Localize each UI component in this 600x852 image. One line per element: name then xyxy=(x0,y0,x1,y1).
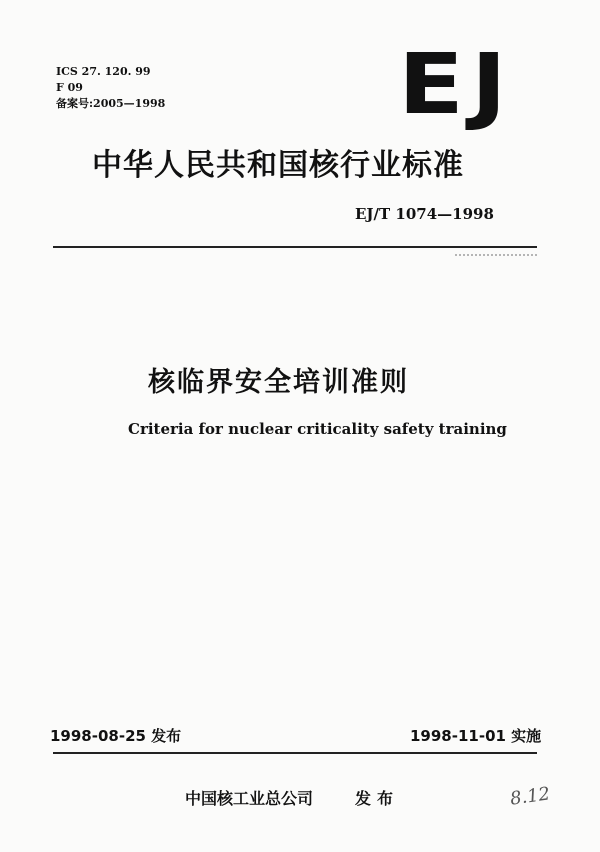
ics-code: ICS 27. 120. 99 xyxy=(56,65,151,78)
publish-label: 发布 xyxy=(355,789,400,808)
handwritten-note: 8.12 xyxy=(508,783,552,810)
filing-number: 备案号:2005—1998 xyxy=(56,97,166,110)
issue-date: 1998-08-25 发布 xyxy=(50,727,182,745)
top-divider xyxy=(53,246,537,248)
bottom-divider xyxy=(53,752,537,754)
document-title-cn: 核临界安全培训准则 xyxy=(148,367,409,398)
ccs-code: F 09 xyxy=(56,81,83,94)
implementation-date: 1998-11-01 实施 xyxy=(410,727,542,745)
standard-category-title: 中华人民共和国核行业标准 xyxy=(92,148,464,183)
document-title-en: Criteria for nuclear criticality safety training xyxy=(128,420,507,438)
ej-logo: EJ xyxy=(398,35,514,133)
classification-block xyxy=(56,64,165,112)
standard-number: EJ/T 1074—1998 xyxy=(355,205,494,223)
faint-marking xyxy=(455,254,537,256)
publisher-name: 中国核工业总公司 xyxy=(185,789,314,808)
